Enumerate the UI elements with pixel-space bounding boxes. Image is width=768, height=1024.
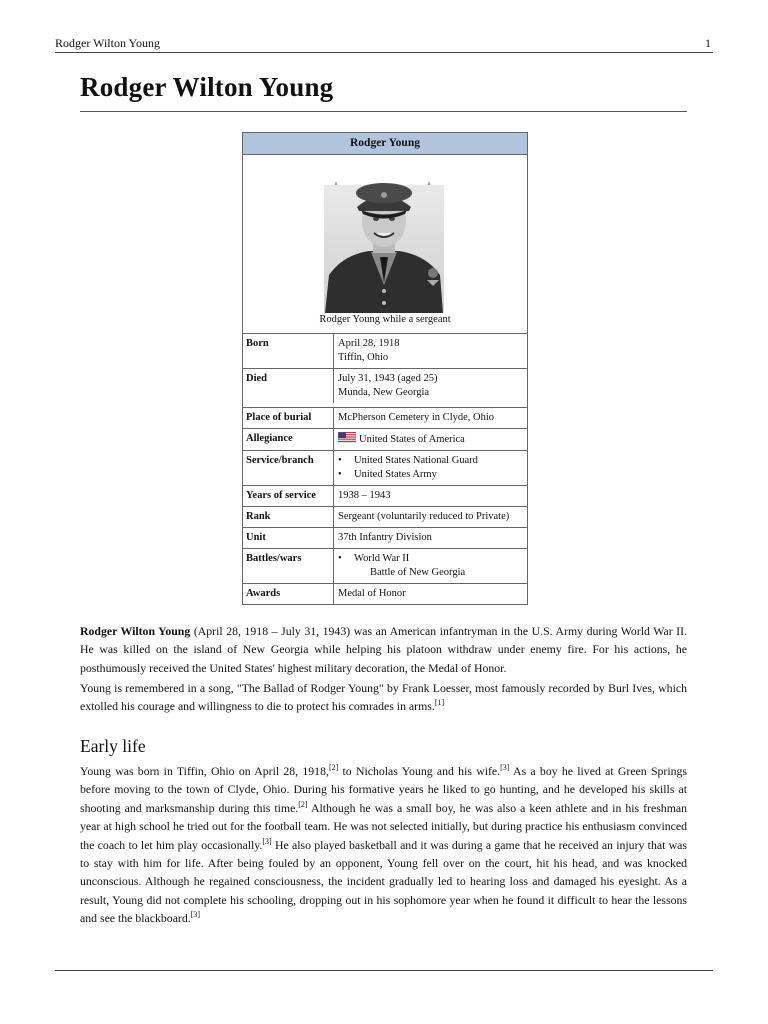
page-number: 1: [705, 36, 711, 50]
row-label: Died: [243, 369, 334, 403]
birth-place: Tiffin, Ohio: [338, 352, 389, 363]
intro-text: (April 28, 1918 – July 31, 1943) was an American infantryman in the U.S. Army during World War II. He was killed on the island of New Georgia while helping his platoon withdraw under enemy fire. For his actions, he posthumously received the United States' highest military decoration, the Medal of Honor.: [80, 624, 687, 675]
row-value: 1938 – 1943: [338, 490, 391, 501]
row-value: [334, 429, 527, 450]
reference-link[interactable]: [2]: [328, 763, 339, 772]
footer-divider: [55, 970, 713, 971]
reference-link[interactable]: [2]: [298, 799, 308, 809]
row-label: Years of service: [243, 486, 334, 506]
row-label: Unit: [243, 528, 334, 548]
row-label: Allegiance: [243, 429, 334, 450]
reference-link[interactable]: [1]: [434, 698, 445, 708]
row-value: 37th Infantry Division: [338, 532, 432, 543]
service-item: • United States Army: [338, 468, 523, 482]
row-label: Rank: [243, 507, 334, 527]
infobox-row-rank: [243, 507, 527, 528]
infobox-row-unit: [243, 528, 527, 549]
paragraph-text: As a boy he lived at Green Springs before moving to the town of Clyde, Ohio. During his formative years he liked to go hunting, and he developed his skills at shooting and marksmanship during this time.: [80, 764, 687, 815]
infobox: [242, 132, 528, 605]
death-date: July 31, 1943 (aged 25): [338, 373, 438, 384]
row-value: [334, 334, 527, 368]
portrait-photo: [243, 155, 527, 313]
battle-item: • World War II: [338, 552, 523, 566]
battle-subitem: Battle of New Georgia: [370, 567, 466, 578]
paragraph-text: to Nicholas Young and his wife.: [338, 764, 501, 778]
infobox-row-awards: [243, 584, 527, 604]
early-life-paragraph: [80, 762, 687, 928]
row-value: Sergeant (voluntarily reduced to Private): [338, 511, 510, 522]
infobox-row-burial: [243, 408, 527, 429]
intro-paragraph-1: [80, 622, 687, 677]
allegiance-value: United States of America: [359, 434, 465, 445]
birth-date: April 28, 1918: [338, 338, 400, 349]
paragraph-text: He also played basketball and it was during a game that he received an injury that was to stay with him for life. After being fouled by an opponent, Young fell over on the court, hit his head, and was knocked unconscious. Although he regained consciousness, the incident gradually led to hearing loss and damaged his eyesight. As a result, Young did not complete his schooling, dropping out in his sophomore year when he found it difficult to hear the lessons and see the blackboard.: [80, 837, 687, 926]
running-header: [55, 36, 713, 53]
image-caption: Rodger Young while a sergeant: [243, 313, 527, 334]
death-place: Munda, New Georgia: [338, 387, 430, 398]
infobox-row-battles: [243, 549, 527, 584]
reference-link[interactable]: [3]: [500, 763, 510, 772]
row-value: [334, 451, 527, 485]
section-heading-early-life: Early life: [80, 736, 146, 756]
page-title: Rodger Wilton Young: [80, 72, 334, 102]
intro-paragraph-2: [80, 679, 687, 716]
row-value: McPherson Cemetery in Clyde, Ohio: [338, 412, 495, 423]
row-value: [334, 549, 527, 583]
reference-link[interactable]: [3]: [190, 910, 201, 920]
row-value: Medal of Honor: [338, 588, 406, 599]
song-text: Young is remembered in a song, "The Ballad of Rodger Young" by Frank Loesser, most famously recorded by Burl Ives, which extolled his courage and willingness to die to protect his comrades in arms.: [80, 681, 687, 714]
running-title: Rodger Wilton Young: [55, 36, 160, 50]
infobox-row-years: [243, 486, 527, 507]
title-divider: [80, 111, 687, 112]
reference-link[interactable]: [3]: [262, 836, 272, 846]
subject-name: Rodger Wilton Young: [80, 624, 191, 638]
infobox-row-service: [243, 451, 527, 486]
us-flag-icon: [338, 432, 356, 443]
row-value: [334, 369, 527, 403]
infobox-row-allegiance: [243, 429, 527, 451]
service-item: • United States National Guard: [338, 454, 523, 468]
row-label: Born: [243, 334, 334, 368]
infobox-row-born: [243, 334, 527, 369]
row-label: Service/branch: [243, 451, 334, 485]
infobox-heading: Rodger Young: [243, 133, 527, 155]
infobox-row-died: [243, 369, 527, 408]
row-label: Place of burial: [243, 408, 334, 428]
paragraph-text: Young was born in Tiffin, Ohio on April 28, 1918,: [80, 764, 329, 778]
row-label: Battles/wars: [243, 549, 334, 583]
row-label: Awards: [243, 584, 334, 604]
paragraph-text: Although he was a small boy, he was also a keen athlete and in his freshman year at high school he tried out for the football team. He was not selected initially, but during practice his enthusiasm convinced the coach to let him play occasionally.: [80, 800, 688, 852]
